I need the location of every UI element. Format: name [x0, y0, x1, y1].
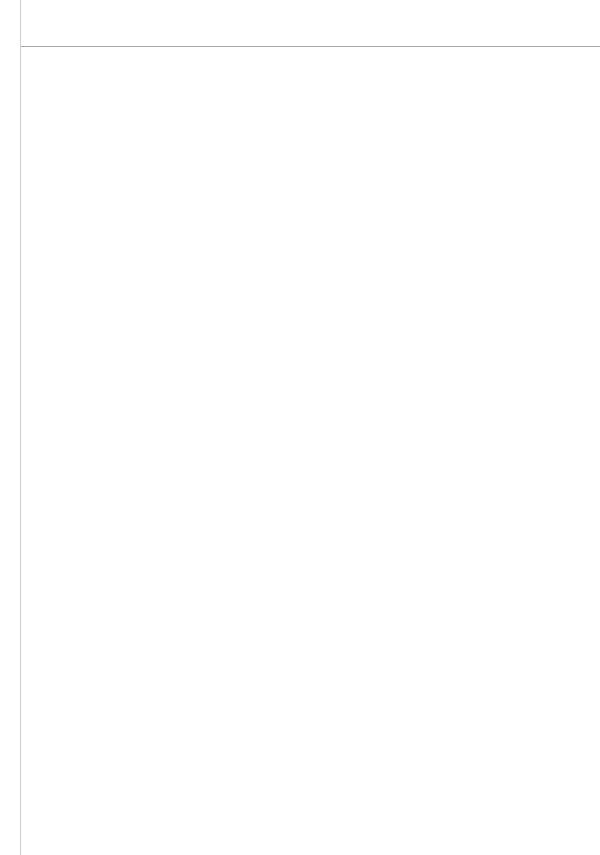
row-gutter-divider — [20, 0, 21, 855]
sheet-title[interactable] — [21, 0, 600, 47]
